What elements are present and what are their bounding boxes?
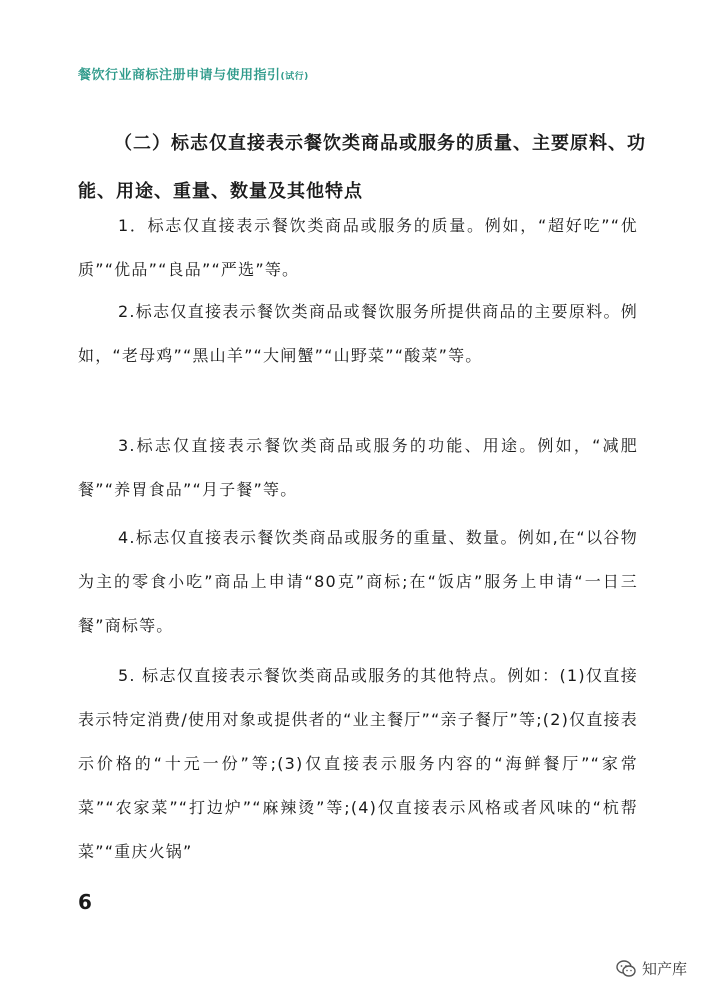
paragraph-3 — [78, 424, 638, 512]
paragraph-1-text: 1．标志仅直接表示餐饮类商品或服务的质量。例如，“超好吃”“优质”“优品”“良品”“严选”等。 — [78, 216, 638, 279]
paragraph-5-text: 5. 标志仅直接表示餐饮类商品或服务的其他特点。例如：(1)仅直接表示特定消费/使用对象或提供者的“业主餐厅”“亲子餐厅”等;(2)仅直接表示价格的“十元一份”等;(3)仅直接表示服务内容的“海鲜餐厅”“家常菜”“农家菜”“打边炉”“麻辣烫”等;(4)仅直接表示风格或者风味的“杭帮菜”“重庆火锅” — [78, 666, 638, 861]
running-header — [78, 64, 309, 83]
paragraph-4-text: 4.标志仅直接表示餐饮类商品或服务的重量、数量。例如,在“以谷物为主的零食小吃”商品上申请“80克”商标;在“饭店”服务上申请“一日三餐”商标等。 — [78, 528, 638, 635]
paragraph-5 — [78, 654, 638, 874]
wechat-icon — [616, 960, 636, 978]
paragraph-2-text: 2.标志仅直接表示餐饮类商品或餐饮服务所提供商品的主要原料。例如，“老母鸡”“黑山羊”“大闸蟹”“山野菜”“酸菜”等。 — [78, 302, 638, 365]
section-heading-text: （二）标志仅直接表示餐饮类商品或服务的质量、主要原料、功能、用途、重量、数量及其他特点 — [78, 133, 646, 202]
section-heading — [78, 120, 648, 216]
paragraph-2 — [78, 290, 638, 378]
header-title: 餐饮行业商标注册申请与使用指引 — [78, 68, 281, 83]
page-number: 6 — [78, 890, 92, 914]
watermark — [616, 958, 687, 979]
paragraph-3-text: 3.标志仅直接表示餐饮类商品或服务的功能、用途。例如，“减肥餐”“养胃食品”“月子餐”等。 — [78, 436, 638, 499]
paragraph-4 — [78, 516, 638, 648]
paragraph-1 — [78, 204, 638, 292]
header-suffix: (试行) — [280, 72, 309, 82]
watermark-text: 知产库 — [641, 960, 687, 978]
